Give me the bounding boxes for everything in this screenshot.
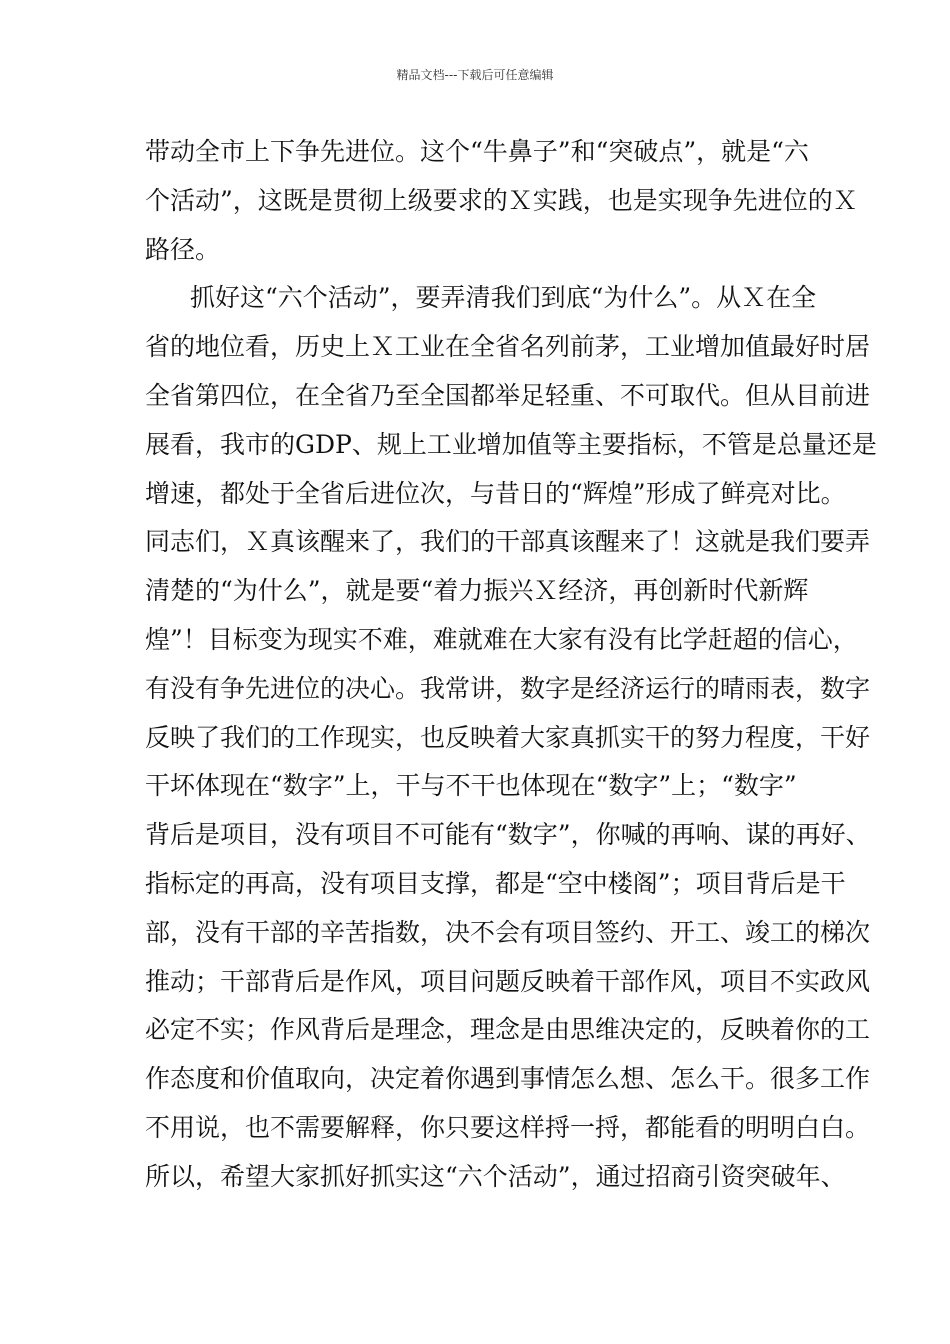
text-line: 不用说，也不需要解释，你只要这样捋一捋，都能看的明明白白。 [145,1112,871,1142]
text-line: 煌”！目标变为现实不难，难就难在大家有没有比学赶超的信心， [145,624,858,654]
text-line: 干坏体现在“数字”上，干与不干也体现在“数字”上；“数字” [145,771,797,801]
text-line: 必定不实；作风背后是理念，理念是由思维决定的，反映着你的工 [145,1015,871,1045]
text-line: 增速，都处于全省后进位次，与昔日的“辉煌”形成了鲜亮对比。 [145,478,846,508]
text-line: 省的地位看，历史上Ｘ工业在全省名列前茅，工业增加值最好时居 [145,332,871,362]
text-line: 路径。 [145,234,221,264]
text-line: 指标定的再高，没有项目支撑，都是“空中楼阁”；项目背后是干 [145,868,846,898]
text-line: 有没有争先进位的决心。我常讲，数字是经济运行的晴雨表，数字 [145,673,871,703]
text-line: 全省第四位，在全省乃至全国都举足轻重、不可取代。但从目前进 [145,380,871,410]
text-line: 部，没有干部的辛苦指数，决不会有项目签约、开工、竣工的梯次 [145,917,871,947]
text-line: 个活动”，这既是贯彻上级要求的Ｘ实践，也是实现争先进位的Ｘ [145,185,858,215]
text-line: 抓好这“六个活动”，要弄清我们到底“为什么”。从Ｘ在全 [190,283,817,313]
text-line: 清楚的“为什么”，就是要“着力振兴Ｘ经济，再创新时代新辉 [145,576,809,606]
page-header: 精品文档---下载后可任意编辑 [396,68,554,82]
text-line: 展看，我市的GDP、规上工业增加值等主要指标，不管是总量还是 [145,429,877,459]
text-line: 作态度和价值取向，决定着你遇到事情怎么想、怎么干。很多工作 [145,1064,871,1094]
text-line: 同志们，Ｘ真该醒来了，我们的干部真该醒来了！这就是我们要弄 [145,527,871,557]
text-line: 所以，希望大家抓好抓实这“六个活动”，通过招商引资突破年、 [145,1161,846,1191]
text-line: 反映了我们的工作现实，也反映着大家真抓实干的努力程度，干好 [145,722,871,752]
document-body [145,128,877,1202]
text-line: 带动全市上下争先进位。这个“牛鼻子”和“突破点”，就是“六 [145,137,809,166]
text-line: 背后是项目，没有项目不可能有“数字”，你喊的再响、谋的再好、 [145,820,871,850]
text-line: 推动；干部背后是作风，项目问题反映着干部作风，项目不实政风 [145,966,871,996]
